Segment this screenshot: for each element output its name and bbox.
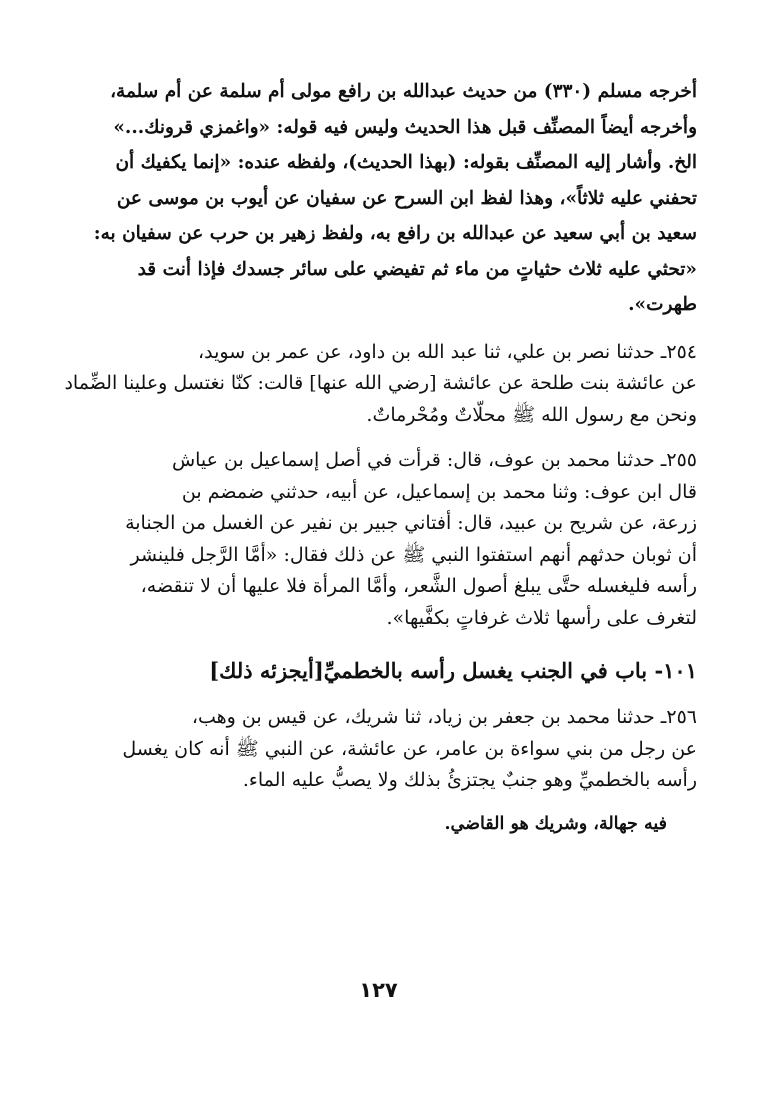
hadith-line: ٢٥٥ـ حدثنا محمد بن عوف، قال: قرأت في أصل إسماعيل بن عياش — [171, 449, 697, 471]
takhrij-line: «تحثي عليه ثلاث حثياتٍ من ماء ثم تفيضي على سائر جسدك فإذا أنت قد — [137, 258, 697, 280]
chapter-title: ١٠١- باب في الجنب يغسل رأسه بالخطميِّ[أيجزئه ذلك] — [209, 658, 697, 683]
grading-note: فيه جهالة، وشريك هو القاضي. — [444, 813, 667, 834]
hadith-line: رأسه بالخطميِّ وهو جنبٌ يجتزئُ بذلك ولا يصبُّ عليه الماء. — [242, 769, 697, 791]
hadith-line: قال ابن عوف: وثنا محمد بن إسماعيل، عن أبيه، حدثني ضمضم بن — [181, 480, 697, 503]
hadith-line: ونحن مع رسول الله ﷺ محلّاتٌ ومُحْرماتٌ. — [366, 403, 697, 426]
takhrij-line: وأخرجه أيضاً المصنِّف قبل هذا الحديث وليس فيه قوله: «واغمزي قرونك...» — [113, 116, 697, 138]
hadith-line: أن ثوبان حدثهم أنهم استفتوا النبي ﷺ عن ذلك فقال: «أمَّا الرَّجل فلينشر — [130, 543, 697, 566]
hadith-line: رأسه فليغسله حتَّى يبلغ أصول الشَّعر، وأمَّا المرأة فلا عليها أن لا تنقضه، — [140, 575, 697, 597]
takhrij-commentary — [60, 74, 697, 323]
hadith-line: زرعة، عن شريح بن عبيد، قال: أفتاني جبير بن نفير عن الغسل من الجنابة — [125, 512, 697, 534]
page-body — [60, 74, 697, 839]
page-number: ١٢٧ — [359, 978, 398, 1002]
takhrij-line: الخ. وأشار إليه المصنِّف بقوله: (بهذا الحديث)، ولفظه عنده: «إنما يكفيك أن — [115, 152, 697, 173]
takhrij-line: تحفني عليه ثلاثاً»، وهذا لفظ ابن السرح عن سفيان عن أيوب بن موسى عن — [116, 187, 697, 209]
hadith-line: ٢٥٤ـ حدثنا نصر بن علي، ثنا عبد الله بن داود، عن عمر بن سويد، — [198, 340, 697, 363]
hadith-255 — [60, 445, 697, 634]
hadith-line: ٢٥٦ـ حدثنا محمد بن جعفر بن زياد، ثنا شريك، عن قيس بن وهب، — [191, 706, 697, 728]
takhrij-line: أخرجه مسلم (٣٣٠) من حديث عبدالله بن رافع مولى أم سلمة عن أم سلمة، — [110, 81, 697, 102]
takhrij-line: سعيد بن أبي سعيد عن عبدالله بن رافع به، ولفظ زهير بن حرب عن سفيان به: — [93, 223, 697, 244]
hadith-254 — [60, 337, 697, 432]
hadith-256 — [60, 702, 697, 797]
hadith-line: عن رجل من بني سواءة بن عامر، عن عائشة، عن النبي ﷺ أنه كان يغسل — [122, 737, 697, 760]
hadith-line: لتغرف على رأسها ثلاث غرفاتٍ بكفَّيها». — [386, 606, 697, 629]
hadith-line: عن عائشة بنت طلحة عن عائشة [رضي الله عنها] قالت: كنّا نغتسل وعلينا الضِّماد — [64, 372, 697, 394]
takhrij-line: طهرت». — [628, 294, 697, 315]
